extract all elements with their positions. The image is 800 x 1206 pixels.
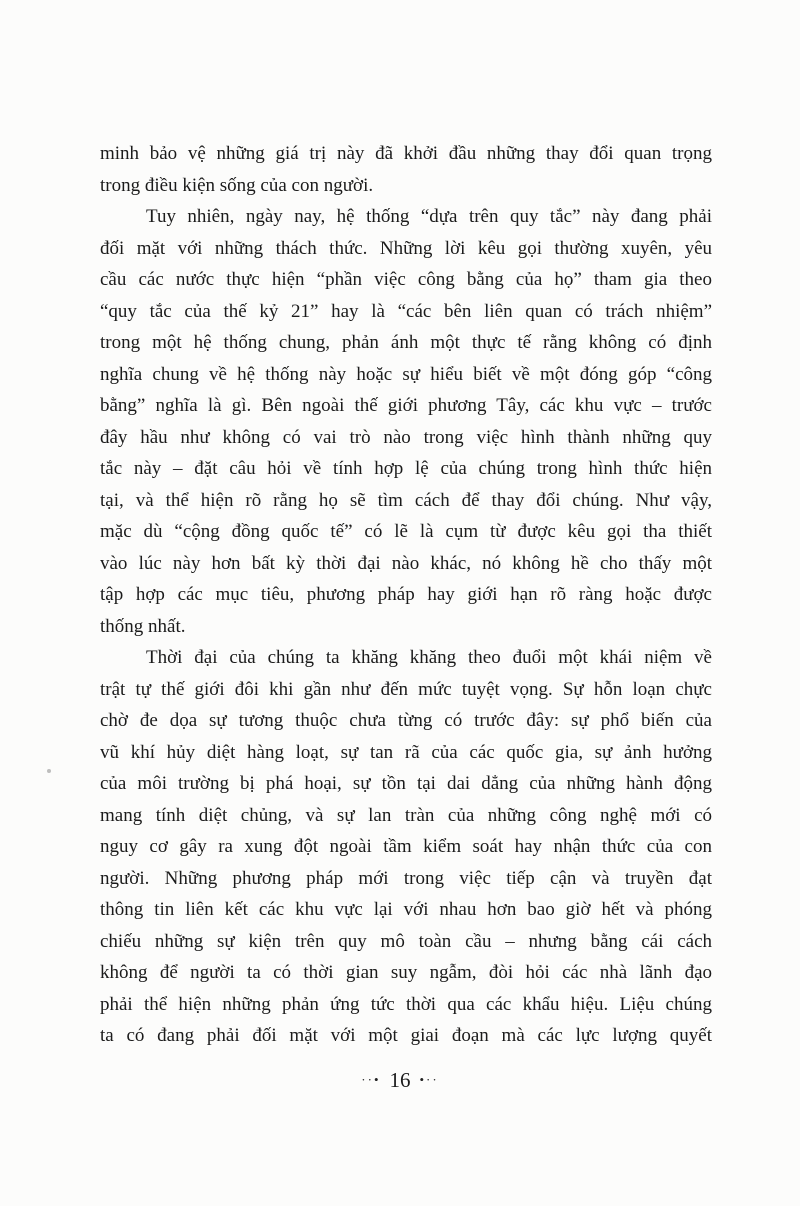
text-line: Thời đại của chúng ta khăng khăng theo đuổi một khái niệm về [146,647,712,668]
text-line: nguy cơ gây ra xung đột ngoài tầm kiểm soát hay nhận thức của con [100,836,712,857]
text-line: minh bảo vệ những giá trị này đã khởi đầu những thay đổi quan trọng [100,143,712,164]
text-line: không để người ta có thời gian suy ngẫm, đòi hỏi các nhà lãnh đạo [100,962,712,983]
text-line: trật tự thế giới đôi khi gần như đến mức tuyệt vọng. Sự hỗn loạn chực [100,678,712,700]
text-line: đây hầu như không có vai trò nào trong việc hình thành những quy [100,426,712,448]
text-line: “quy tắc của thế kỷ 21” hay là “các bên liên quan có trách nhiệm” [100,300,712,322]
text-line: đối mặt với những thách thức. Những lời kêu gọi thường xuyên, yêu [100,237,712,259]
page-text [100,138,712,1052]
text-line: cầu các nước thực hiện “phần việc công bằng của họ” tham gia theo [100,269,712,290]
text-line: thống nhất. [100,615,186,637]
page-footer [0,1068,800,1093]
text-line: trong một hệ thống chung, phản ánh một thực tế rằng không có định [100,332,712,353]
text-line: mang tính diệt chủng, và sự lan tràn của những công nghệ mới có [100,804,712,826]
text-line: thông tin liên kết các khu vực lại với nhau hơn bao giờ hết và phóng [100,899,712,920]
paragraph [100,138,712,201]
page-number: 16 [389,1068,411,1092]
text-line: tắc này – đặt câu hỏi về tính hợp lệ của chúng trong hình thức hiện [100,458,712,479]
text-line: chờ đe dọa sự tương thuộc chưa từng có trước đây: sự phổ biến của [100,710,712,731]
text-line: của môi trường bị phá hoại, sự tồn tại dai dẳng của những hành động [100,773,712,794]
text-line: trong điều kiện sống của con người. [100,174,374,196]
scan-speck [47,769,51,773]
text-line: Tuy nhiên, ngày nay, hệ thống “dựa trên quy tắc” này đang phải [146,206,712,227]
paragraph [100,642,712,1052]
text-line: phải thể hiện những phản ứng tức thời qua các khẩu hiệu. Liệu chúng [100,993,712,1015]
text-line: ta có đang phải đối mặt với một giai đoạn mà các lực lượng quyết [100,1025,712,1046]
footer-ornament-left: ··• [361,1072,381,1087]
text-line: vũ khí hủy diệt hàng loạt, sự tan rã của các quốc gia, sự ảnh hưởng [100,741,712,763]
text-line: chiếu những sự kiện trên quy mô toàn cầu – nhưng bằng cái cách [100,930,712,952]
text-line: tại, và thể hiện rõ rằng họ sẽ tìm cách để thay đổi chúng. Như vậy, [100,489,712,511]
text-line: tập hợp các mục tiêu, phương pháp hay giới hạn rõ ràng hoặc được [100,584,712,605]
text-line: nghĩa chung về hệ thống này hoặc sự hiểu biết về một đóng góp “công [100,363,712,385]
paragraph [100,201,712,642]
text-line: người. Những phương pháp mới trong việc tiếp cận và truyền đạt [100,867,712,889]
footer-ornament-right: •·· [419,1072,439,1087]
text-line: mặc dù “cộng đồng quốc tế” có lẽ là cụm từ được kêu gọi tha thiết [100,521,712,542]
text-line: vào lúc này hơn bất kỳ thời đại nào khác, nó không hề cho thấy một [100,552,712,574]
text-line: bằng” nghĩa là gì. Bên ngoài thế giới phương Tây, các khu vực – trước [100,395,712,416]
